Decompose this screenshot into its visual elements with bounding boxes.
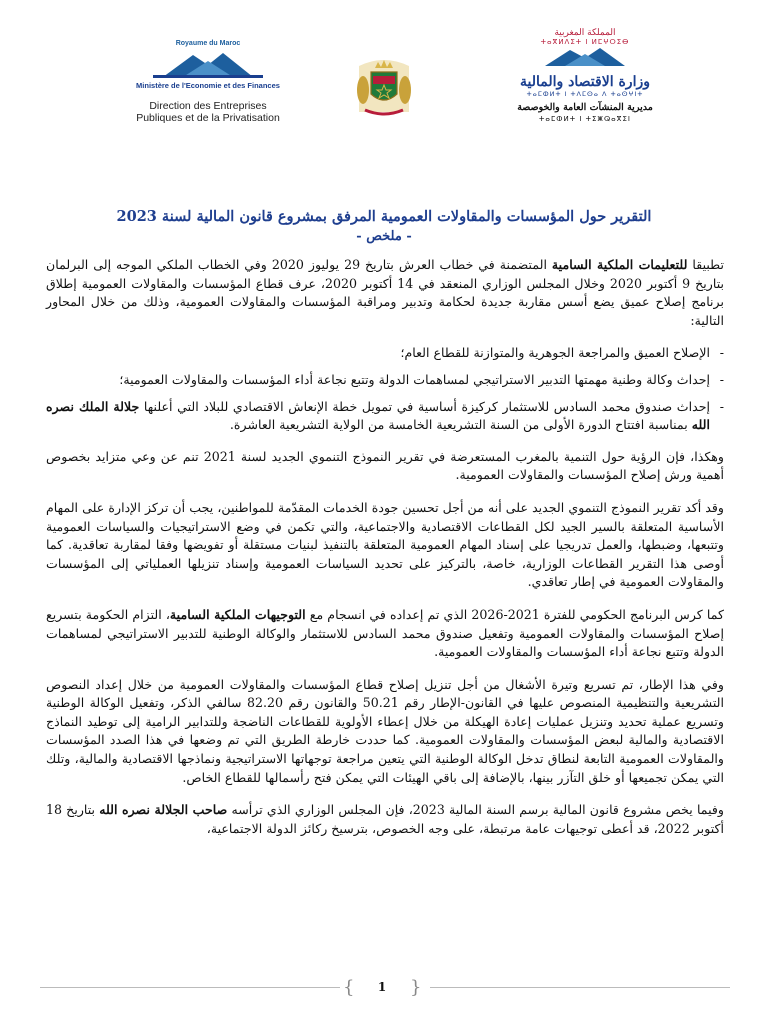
- page-footer: [0, 978, 768, 998]
- footer-divider-right: [430, 987, 730, 988]
- paragraph-6: [46, 801, 724, 838]
- document-body: [46, 256, 724, 852]
- footer-divider-left: [40, 987, 340, 988]
- paragraph-4-text-b: ، التزام الحكومة بتسريع إصلاح المؤسسات والمقاولات العمومية وتفعيل صندوق محمد السادس للاستثمار والوكالة الوطنية للتدبير الاستراتيجي لمساهمات الدولة وتتبع نجاعة أداء المؤسسات والمقاولات العمومية.: [46, 606, 724, 660]
- right-brace-icon: }: [410, 977, 422, 998]
- list-item-bold: جلالة الملك نصره الله: [46, 398, 710, 433]
- list-item: [46, 398, 710, 435]
- department-ar-label: مديرية المنشآت العامة والخوصصة: [517, 102, 653, 113]
- paragraph-1: [46, 256, 724, 330]
- paragraph-5: وفي هذا الإطار، تم تسريع وتيرة الأشغال من أجل تنزيل إصلاح قطاع المؤسسات والمقاولات العمومية من خلال إعداد النصوص التشريعية والتنظيمية المنصوص عليها في القانون-الإطار رقم 50.21 والقانون رقم 82.20 سالفي الذكر، وتفعيل الوكالة الوطنية وتسريع عملية تحديد وتنزيل عمليات إعادة الهيكلة من خلال إعطاء الأولوية للقطاعات الناضجة وللتدابير الرامية إلى توطيد النماذج الاقتصادية والمالية لبعض المؤسسات والمقاولات العمومية. كما حددت خارطة الطريق التي تم وضعها في هذا الصدد المؤسسات والمقاولات العمومية التابعة لنطاق تدخل الوكالة الوطنية التي يتعين مراجعة توجهاتها الاستراتيجية ونماذجها الاقتصادية والمالية، وتلك التي يمكن تجميعها أو خلق التآزر بينها، بالإضافة إلى باقي الهيئات التي يمكن فتح رأسمالها للقطاع الخاص.: [46, 676, 724, 785]
- paragraph-4-text-a: كما كرس البرنامج الحكومي للفترة 2021-2026 الذي تم إعداده في انسجام مع: [305, 606, 724, 622]
- department-tifinagh-label: ⵜⴰⵎⵀⵍⵜ ⵏ ⵜⵉⵥⵕⴰⴳⵉⵏ: [539, 115, 631, 123]
- page-number: 1: [377, 980, 387, 994]
- paragraph-2: وهكذا، فإن الرؤية حول التنمية بالمغرب المستعرضة في تقرير النموذج التنموي الجديد لسنة 2021 تنم عن وعي متزايد بخصوص أهمية ورش إصلاح المؤسسات والمقاولات العمومية.: [46, 448, 725, 483]
- document-subtitle: - ملخص -: [356, 229, 412, 244]
- paragraph-4-bold: التوجيهات الملكية السامية: [169, 606, 306, 622]
- kingdom-label: Royaume du Maroc: [175, 40, 241, 47]
- paragraph-3: وقد أكد تقرير النموذج التنموي الجديد على أنه من أجل تحسين جودة الخدمات المقدّمة للمواطنين، يجب أن تركز الإدارة على المهام الأساسية المتعلقة بالسير الجيد لكل القطاعات الاقتصادية والاجتماعية، والتي تكمن في وضع الاستراتيجيات والسياسات العمومية وتتبعها، وضبطها، والعمل تدريجيا على إسناد المهام العمومية المتعلقة بالتنفيذ لبنيات مستقلة أو تفويضها وفقا لمقاربة تعاقدية. كما أوصى هذا التقرير القطاعات الوزارية، خاصة، بالتركيز على تحديد السياسات العمومية وإسناد تنزيلها العملياتي إلى المؤسسات والمقاولات العمومية في إطار تعاقدي.: [46, 499, 724, 590]
- page-header: [0, 0, 768, 160]
- department-label: [128, 100, 288, 124]
- department-line-2: Publiques et de la Privatisation: [136, 112, 280, 124]
- kingdom-ar-label: المملكة المغربية: [554, 28, 616, 38]
- document-title: التقرير حول المؤسسات والمقاولات العمومية المرفق بمشروع قانون المالية لسنة 2023: [116, 208, 652, 225]
- paragraph-4: [46, 606, 724, 662]
- list-item-text-b: بمناسبة افتتاح الدورة الأولى من السنة التشريعية الخامسة من الولاية التشريعية العاشرة.: [229, 417, 692, 433]
- ministry-logo-fr: [128, 40, 288, 124]
- list-item-text-a: إحداث صندوق محمد السادس للاستثمار كركيزة أساسية في تمويل خطة الإنعاش الاقتصادي للبلاد التي أعلنها: [139, 398, 711, 414]
- paragraph-1-text-a: تطبيقا: [687, 257, 725, 272]
- ministry-ar-label: وزارة الاقتصاد والمالية: [520, 74, 650, 90]
- kingdom-tifinagh-label: ⵜⴰⴳⵍⴷⵉⵜ ⵏ ⵍⵎⵖⵔⵉⴱ: [540, 38, 630, 46]
- mountain-logo-ar-icon: [540, 46, 630, 68]
- reform-axes-list: [46, 344, 724, 434]
- department-line-1: Direction des Entreprises: [149, 100, 267, 112]
- paragraph-6-text-a: وفيما يخص مشروع قانون المالية برسم السنة المالية 2023، فإن المجلس الوزاري الذي ترأسه: [227, 802, 724, 818]
- document-title-block: [46, 208, 722, 244]
- paragraph-6-text-b: بتاريخ 18 أكتوبر 2022، قد أعطى توجيهات عامة مرتبطة، على وجه الخصوص، بترسيخ ركائز الدولة الاجتماعية،: [46, 802, 724, 836]
- mountain-logo-icon: [153, 49, 263, 79]
- ministry-label: Ministère de l'Economie et des Finances: [136, 81, 280, 90]
- ministry-tifinagh-label: ⵜⴰⵎⵀⵍⵜ ⵏ ⵜⴷⵎⵙⴰ ⴷ ⵜⴰⵙⵖⵏⵜ: [526, 90, 644, 98]
- ministry-logo-ar: [505, 28, 665, 123]
- list-item: - الإصلاح العميق والمراجعة الجوهرية والمتوازنة للقطاع العام؛: [46, 344, 710, 363]
- paragraph-6-bold: صاحب الجلالة نصره الله: [99, 802, 228, 818]
- paragraph-1-bold: للتعليمات الملكية السامية: [551, 257, 688, 272]
- paragraph-1-text-b: المتضمنة في خطاب العرش بتاريخ 29 يوليوز 2020 وفي الخطاب الملكي الموجه إلى البرلمان بتاريخ 9 أكتوبر 2020 وخلال المجلس الوزاري المنعقد في 14 أكتوبر 2020، عرف قطاع المؤسسات والمقاولات العمومية إطلاق برنامج إصلاح عميق يضع أسس مقاربة جديدة لحكامة وتدبير ومراقبة المؤسسات والمقاولات العمومية، وذلك من خلال المحاور التالية:: [46, 257, 725, 328]
- left-brace-icon: {: [343, 977, 355, 998]
- coat-of-arms-icon: [351, 54, 417, 120]
- list-item: - إحداث وكالة وطنية مهمتها التدبير الاستراتيجي لمساهمات الدولة وتتبع نجاعة أداء المؤسسات والمقاولات العمومية؛: [46, 371, 710, 390]
